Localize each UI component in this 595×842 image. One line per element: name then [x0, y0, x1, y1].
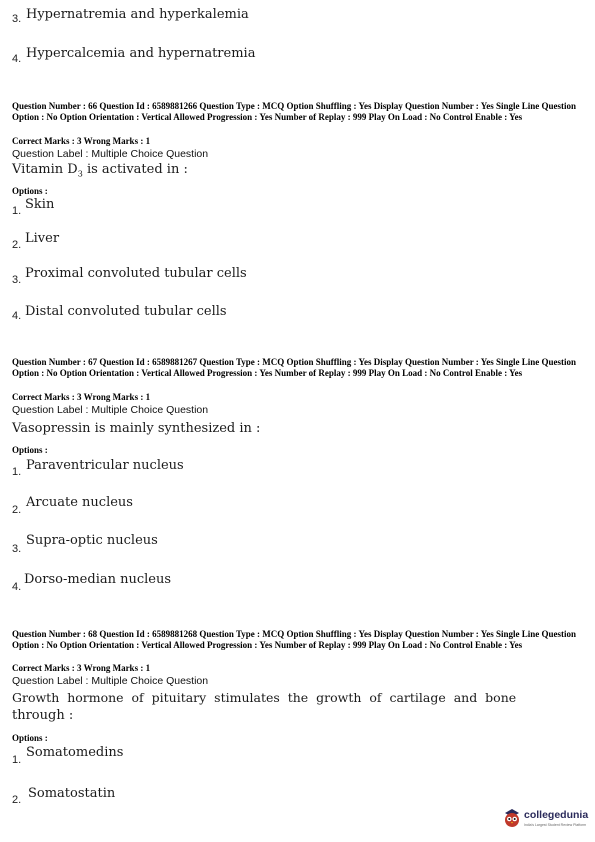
option-text: Somatostatin: [28, 786, 116, 801]
question-meta: Question Number : 68 Question Id : 6589881268 Question Type : MCQ Option Shuffling : Yes Display Question Number : Yes Single Line Question Option : No Option Orientation : Vertical Allowed Progression : Yes Number of Replay : 999 Play On Load : No Control Enable : Yes: [12, 629, 576, 650]
question-label: Question Label : Multiple Choice Question: [12, 148, 209, 160]
option-text: Supra-optic nucleus: [26, 533, 158, 548]
marks-line: Correct Marks : 3 Wrong Marks : 1: [12, 136, 151, 146]
options-label: Options :: [12, 733, 48, 743]
option-text: Distal convoluted tubular cells: [25, 304, 227, 319]
question-meta: Question Number : 67 Question Id : 6589881267 Question Type : MCQ Option Shuffling : Yes Display Question Number : Yes Single Line Question Option : No Option Orientation : Vertical Allowed Progression : Yes Number of Replay : 999 Play On Load : No Control Enable : Yes: [12, 357, 576, 378]
option-text: Liver: [25, 231, 60, 246]
option-text: Proximal convoluted tubular cells: [25, 266, 247, 281]
option-text: Dorso-median nucleus: [24, 572, 172, 587]
option-number: 2.: [12, 794, 22, 806]
question-text-continued: through :: [12, 708, 74, 723]
option-text: Somatomedins: [26, 745, 124, 760]
option-text: Skin: [25, 197, 55, 212]
question-label: Question Label : Multiple Choice Question: [12, 675, 209, 687]
option-number: 4.: [12, 53, 22, 65]
collegedunia-logo: [502, 806, 594, 832]
marks-line: Correct Marks : 3 Wrong Marks : 1: [12, 392, 151, 402]
marks-line: Correct Marks : 3 Wrong Marks : 1: [12, 663, 151, 673]
logo-wordmark: collegedunia: [524, 809, 589, 821]
option-text: Paraventricular nucleus: [26, 458, 184, 473]
option-text: Hypercalcemia and hypernatremia: [26, 46, 256, 61]
option-number: 2.: [12, 504, 22, 516]
option-number: 3.: [12, 13, 22, 25]
option-text: Hypernatremia and hyperkalemia: [26, 7, 249, 22]
question-text: Growth hormone of pituitary stimulates the growth of cartilage and bone: [12, 690, 517, 705]
option-number: 1.: [12, 205, 22, 217]
option-number: 1.: [12, 466, 22, 478]
option-number: 4.: [12, 581, 22, 593]
option-number: 1.: [12, 754, 22, 766]
options-label: Options :: [12, 186, 48, 196]
question-text: Vasopressin is mainly synthesized in :: [12, 421, 261, 436]
option-number: 4.: [12, 310, 22, 322]
owl-mascot-icon: [502, 807, 522, 829]
question-meta: Question Number : 66 Question Id : 6589881266 Question Type : MCQ Option Shuffling : Yes Display Question Number : Yes Single Line Question Option : No Option Orientation : Vertical Allowed Progression : Yes Number of Replay : 999 Play On Load : No Control Enable : Yes: [12, 101, 576, 122]
question-text: Vitamin $D_3$ is activated in :: [12, 162, 188, 179]
option-text: Arcuate nucleus: [26, 495, 133, 510]
logo-tagline: India's Largest Student Review Platform: [524, 823, 587, 827]
option-number: 2.: [12, 239, 22, 251]
option-number: 3.: [12, 543, 22, 555]
question-label: Question Label : Multiple Choice Question: [12, 404, 209, 416]
option-number: 3.: [12, 274, 22, 286]
options-label: Options :: [12, 445, 48, 455]
